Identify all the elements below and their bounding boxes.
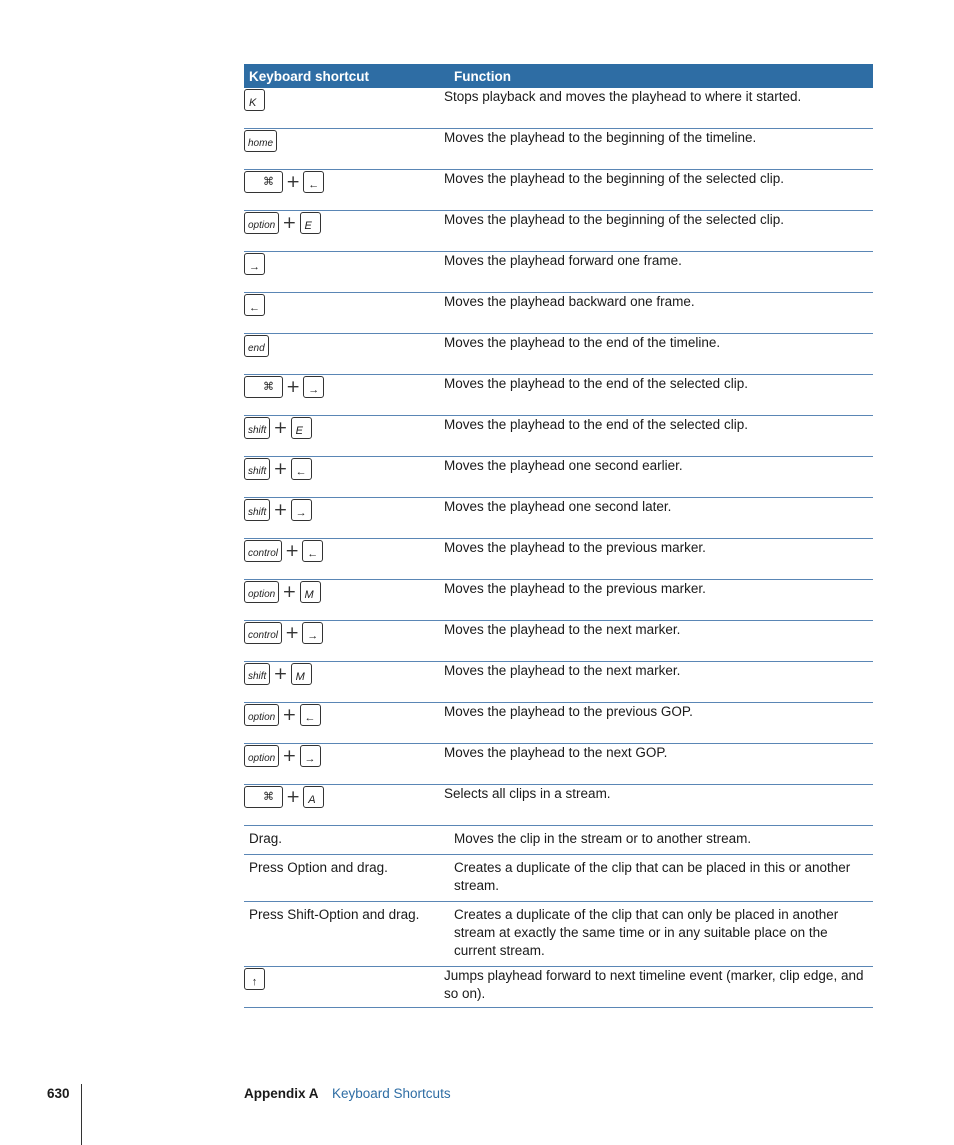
option-key: option xyxy=(244,581,279,603)
footer-appendix: Appendix A xyxy=(244,1086,319,1101)
table-row xyxy=(244,580,873,621)
shortcut-cell xyxy=(244,580,444,621)
shortcut-cell xyxy=(244,744,444,785)
function-cell: Moves the playhead to the previous marker. xyxy=(444,580,873,621)
table-row xyxy=(244,539,873,580)
shortcut-cell xyxy=(244,170,444,211)
plus-sign: + xyxy=(286,171,301,192)
footer-divider xyxy=(81,1084,82,1145)
key-combo xyxy=(244,375,444,399)
key-combo xyxy=(244,457,444,481)
table-row xyxy=(244,785,873,826)
column-header-function: Function xyxy=(444,64,873,88)
shift-key: shift xyxy=(244,458,270,480)
table-row xyxy=(244,334,873,375)
shortcut-cell xyxy=(244,539,444,580)
table-body xyxy=(244,88,873,1008)
shortcut-cell: Press Option and drag. xyxy=(244,855,444,902)
right-arrow-key-icon: → xyxy=(302,622,323,644)
function-cell: Moves the clip in the stream or to another stream. xyxy=(444,826,873,855)
key-combo xyxy=(244,211,444,235)
plus-sign: + xyxy=(273,663,288,684)
shortcut-cell xyxy=(244,129,444,170)
function-cell: Creates a duplicate of the clip that can be placed in this or another stream. xyxy=(444,855,873,902)
plus-sign: + xyxy=(285,540,300,561)
function-cell: Moves the playhead to the end of the timeline. xyxy=(444,334,873,375)
table-row xyxy=(244,902,873,967)
key-combo xyxy=(244,334,444,358)
right-arrow-key-icon: → xyxy=(303,376,324,398)
left-arrow-key-icon: ← xyxy=(302,540,323,562)
key-combo xyxy=(244,416,444,440)
function-cell: Stops playback and moves the playhead to where it started. xyxy=(444,88,873,129)
key-combo xyxy=(244,662,444,686)
key-combo xyxy=(244,744,444,768)
shortcut-cell xyxy=(244,457,444,498)
function-cell: Moves the playhead to the previous GOP. xyxy=(444,703,873,744)
function-cell: Moves the playhead to the beginning of the selected clip. xyxy=(444,170,873,211)
function-cell: Jumps playhead forward to next timeline event (marker, clip edge, and so on). xyxy=(444,967,873,1008)
function-cell: Moves the playhead to the beginning of the timeline. xyxy=(444,129,873,170)
table-row xyxy=(244,855,873,902)
plus-sign: + xyxy=(273,458,288,479)
plus-sign: + xyxy=(273,417,288,438)
function-cell: Creates a duplicate of the clip that can only be placed in another stream at exactly the same time or in any suitable place on the current stream. xyxy=(444,902,873,967)
table-row xyxy=(244,826,873,855)
key-combo xyxy=(244,621,444,645)
function-cell: Moves the playhead to the next GOP. xyxy=(444,744,873,785)
command-key-icon xyxy=(244,376,283,398)
command-icon: ⌘ xyxy=(263,381,274,393)
plus-sign: + xyxy=(282,212,297,233)
table-row xyxy=(244,662,873,703)
function-cell: Moves the playhead one second later. xyxy=(444,498,873,539)
shortcut-table xyxy=(244,64,873,1008)
key-combo xyxy=(244,785,444,809)
key-combo xyxy=(244,170,444,194)
key-combo xyxy=(244,498,444,522)
shortcut-cell xyxy=(244,334,444,375)
letter-key: M xyxy=(291,663,312,685)
function-cell: Moves the playhead forward one frame. xyxy=(444,252,873,293)
shortcut-cell: Drag. xyxy=(244,826,444,855)
command-key-icon xyxy=(244,786,283,808)
key-combo xyxy=(244,967,444,991)
function-cell: Moves the playhead to the beginning of the selected clip. xyxy=(444,211,873,252)
control-key: control xyxy=(244,540,282,562)
letter-key: A xyxy=(303,786,324,808)
left-arrow-key-icon: ← xyxy=(300,704,321,726)
left-arrow-key-icon: ← xyxy=(303,171,324,193)
left-arrow-key-icon: ← xyxy=(244,294,265,316)
shortcut-cell xyxy=(244,967,444,1008)
table-row xyxy=(244,498,873,539)
shift-key: shift xyxy=(244,499,270,521)
shortcut-cell xyxy=(244,703,444,744)
key-combo xyxy=(244,252,444,276)
table-row xyxy=(244,170,873,211)
shortcut-cell xyxy=(244,621,444,662)
shortcut-cell xyxy=(244,88,444,129)
plus-sign: + xyxy=(282,745,297,766)
letter-key: E xyxy=(300,212,321,234)
option-key: option xyxy=(244,212,279,234)
key-combo xyxy=(244,539,444,563)
table-row xyxy=(244,129,873,170)
key-combo xyxy=(244,580,444,604)
command-icon: ⌘ xyxy=(263,176,274,188)
function-cell: Moves the playhead backward one frame. xyxy=(444,293,873,334)
plus-sign: + xyxy=(286,786,301,807)
letter-key: K xyxy=(244,89,265,111)
table-row xyxy=(244,375,873,416)
function-cell: Moves the playhead to the previous marker. xyxy=(444,539,873,580)
table-row xyxy=(244,621,873,662)
shift-key: shift xyxy=(244,417,270,439)
table-row xyxy=(244,416,873,457)
key-combo xyxy=(244,129,444,153)
plus-sign: + xyxy=(285,622,300,643)
shortcut-cell xyxy=(244,498,444,539)
home-key: home xyxy=(244,130,277,152)
key-combo xyxy=(244,703,444,727)
function-cell: Moves the playhead to the end of the selected clip. xyxy=(444,416,873,457)
letter-key: E xyxy=(291,417,312,439)
plus-sign: + xyxy=(282,704,297,725)
command-icon: ⌘ xyxy=(263,791,274,803)
function-cell: Moves the playhead to the next marker. xyxy=(444,662,873,703)
table-row xyxy=(244,252,873,293)
right-arrow-key-icon: → xyxy=(291,499,312,521)
shortcut-cell: Press Shift-Option and drag. xyxy=(244,902,444,967)
page-number: 630 xyxy=(47,1086,70,1101)
right-arrow-key-icon: → xyxy=(244,253,265,275)
shift-key: shift xyxy=(244,663,270,685)
table-row xyxy=(244,293,873,334)
letter-key: M xyxy=(300,581,321,603)
function-cell: Moves the playhead to the end of the selected clip. xyxy=(444,375,873,416)
table-row xyxy=(244,457,873,498)
up-arrow-key-icon: ↑ xyxy=(244,968,265,990)
plus-sign: + xyxy=(273,499,288,520)
footer-section-link[interactable]: Keyboard Shortcuts xyxy=(332,1086,451,1101)
function-cell: Moves the playhead to the next marker. xyxy=(444,621,873,662)
shortcut-cell xyxy=(244,252,444,293)
key-combo xyxy=(244,293,444,317)
command-key-icon xyxy=(244,171,283,193)
end-key: end xyxy=(244,335,269,357)
shortcut-cell xyxy=(244,211,444,252)
option-key: option xyxy=(244,745,279,767)
shortcut-cell xyxy=(244,416,444,457)
option-key: option xyxy=(244,704,279,726)
control-key: control xyxy=(244,622,282,644)
function-cell: Selects all clips in a stream. xyxy=(444,785,873,826)
function-cell: Moves the playhead one second earlier. xyxy=(444,457,873,498)
shortcut-cell xyxy=(244,293,444,334)
table-row xyxy=(244,967,873,1008)
table-row xyxy=(244,211,873,252)
shortcut-cell xyxy=(244,375,444,416)
shortcut-cell xyxy=(244,785,444,826)
plus-sign: + xyxy=(282,581,297,602)
plus-sign: + xyxy=(286,376,301,397)
left-arrow-key-icon: ← xyxy=(291,458,312,480)
table-row xyxy=(244,703,873,744)
shortcut-cell xyxy=(244,662,444,703)
table-row xyxy=(244,744,873,785)
table-header-row xyxy=(244,64,873,88)
key-combo xyxy=(244,88,444,112)
table-row xyxy=(244,88,873,129)
right-arrow-key-icon: → xyxy=(300,745,321,767)
column-header-shortcut: Keyboard shortcut xyxy=(244,64,444,88)
